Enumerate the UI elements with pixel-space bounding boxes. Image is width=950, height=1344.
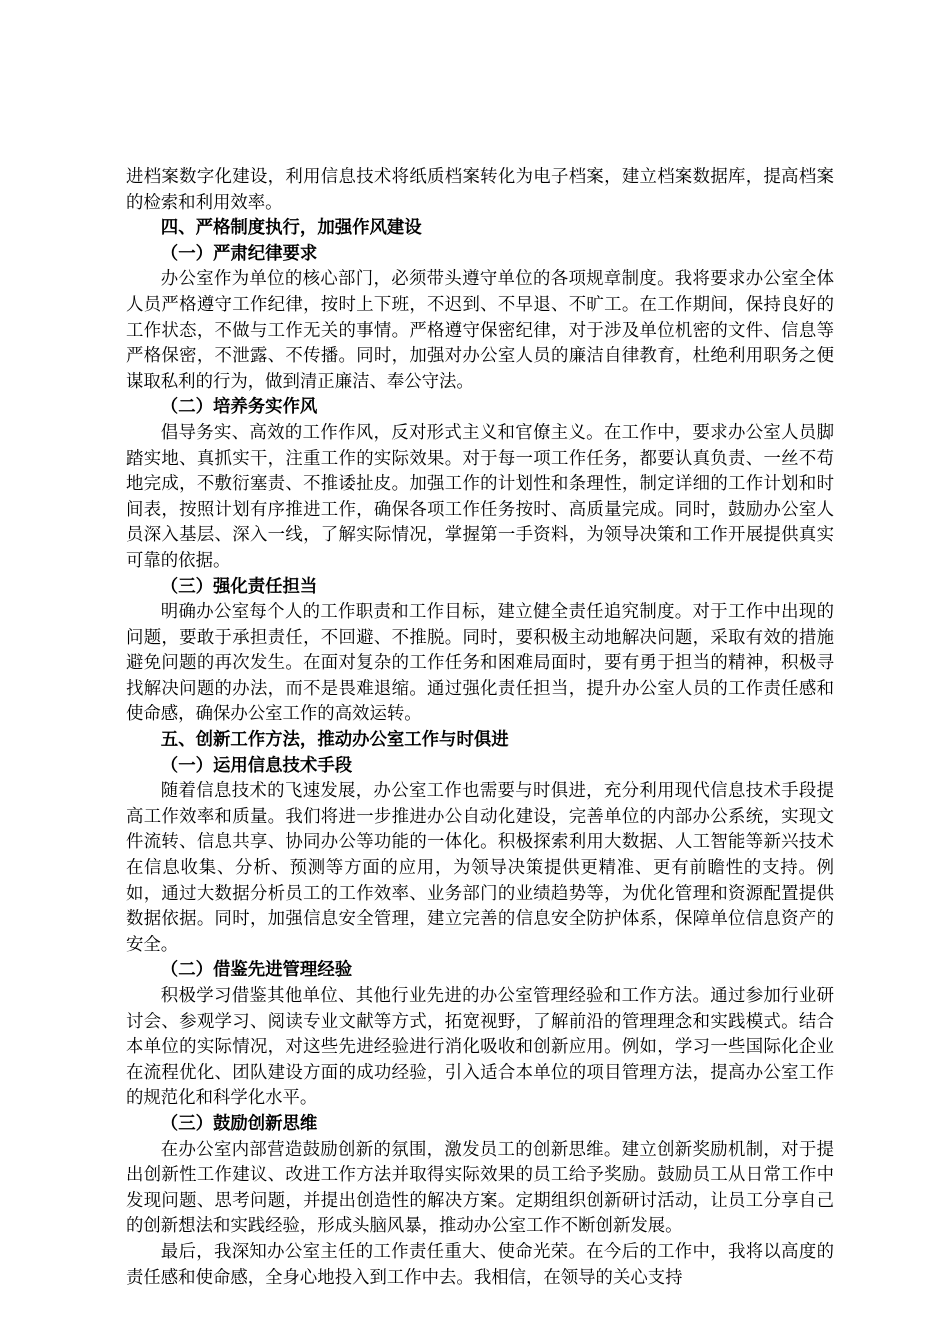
body-paragraph: 办公室作为单位的核心部门，必须带头遵守单位的各项规章制度。我将要求办公室全体人员严格遵守工作纪律，按时上下班，不迟到、不早退、不旷工。在工作期间，保持良好的工作状态，不做与工作无关的事情。严格遵守保密纪律，对于涉及单位机密的文件、信息等严格保密，不泄露、不传播。同时，加强对办公室人员的廉洁自律教育，杜绝利用职务之便谋取私利的行为，做到清正廉洁、奉公守法。	[126, 269, 834, 392]
subsection-heading: （一）运用信息技术手段	[160, 755, 353, 776]
body-paragraph: 在办公室内部营造鼓励创新的氛围，激发员工的创新思维。建立创新奖励机制，对于提出创新性工作建议、改进工作方法并取得实际效果的员工给予奖励。鼓励员工从日常工作中发现问题、思考问题，并提出创造性的解决方案。定期组织创新研讨活动，让员工分享自己的创新想法和实践经验，形成头脑风暴，推动办公室工作不断创新发展。	[126, 1139, 834, 1237]
paragraph-continued: 进档案数字化建设，利用信息技术将纸质档案转化为电子档案，建立档案数据库，提高档案的检索和利用效率。	[126, 167, 834, 213]
subsection-heading: （二）借鉴先进管理经验	[160, 960, 353, 981]
section-heading: 四、严格制度执行，加强作风建设	[160, 218, 422, 239]
section-heading: 五、创新工作方法，推动办公室工作与时俱进	[160, 730, 509, 751]
body-paragraph: 随着信息技术的飞速发展，办公室工作也需要与时俱进，充分利用现代信息技术手段提高工作效率和质量。我们将进一步推进办公自动化建设，完善单位的内部办公系统，实现文件流转、信息共享、协同办公等功能的一体化。积极探索利用大数据、人工智能等新兴技术在信息收集、分析、预测等方面的应用，为领导决策提供更精准、更有前瞻性的支持。例如，通过大数据分析员工的工作效率、业务部门的业绩趋势等，为优化管理和资源配置提供数据依据。同时，加强信息安全管理，建立完善的信息安全防护体系，保障单位信息资产的安全。	[126, 781, 834, 955]
subsection-heading: （三）强化责任担当	[160, 576, 318, 597]
subsection-heading: （三）鼓励创新思维	[160, 1113, 318, 1134]
subsection-heading: （一）严肃纪律要求	[160, 243, 318, 264]
body-paragraph: 积极学习借鉴其他单位、其他行业先进的办公室管理经验和工作方法。通过参加行业研讨会、参观学习、阅读专业文献等方式，拓宽视野，了解前沿的管理理念和实践模式。结合本单位的实际情况，对这些先进经验进行消化吸收和创新应用。例如，学习一些国际化企业在流程优化、团队建设方面的成功经验，引入适合本单位的项目管理方法，提高办公室工作的规范化和科学化水平。	[126, 986, 834, 1109]
body-paragraph: 明确办公室每个人的工作职责和工作目标，建立健全责任追究制度。对于工作中出现的问题，要敢于承担责任，不回避、不推脱。同时，要积极主动地解决问题，采取有效的措施避免问题的再次发生。在面对复杂的工作任务和困难局面时，要有勇于担当的精神，积极寻找解决问题的办法，而不是畏难退缩。通过强化责任担当，提升办公室人员的工作责任感和使命感，确保办公室工作的高效运转。	[126, 602, 834, 725]
subsection-heading: （二）培养务实作风	[160, 397, 318, 418]
body-paragraph: 倡导务实、高效的工作作风，反对形式主义和官僚主义。在工作中，要求办公室人员脚踏实地、真抓实干，注重工作的实际效果。对于每一项工作任务，都要认真负责、一丝不苟地完成，不敷衍塞责、不推诿扯皮。加强工作的计划性和条理性，制定详细的工作计划和时间表，按照计划有序推进工作，确保各项工作任务按时、高质量完成。同时，鼓励办公室人员深入基层、深入一线，了解实际情况，掌握第一手资料，为领导决策和工作开展提供真实可靠的依据。	[126, 422, 834, 571]
document-body	[126, 165, 834, 1291]
body-paragraph: 最后，我深知办公室主任的工作责任重大、使命光荣。在今后的工作中，我将以高度的责任感和使命感，全身心地投入到工作中去。我相信，在领导的关心支持	[126, 1241, 834, 1288]
